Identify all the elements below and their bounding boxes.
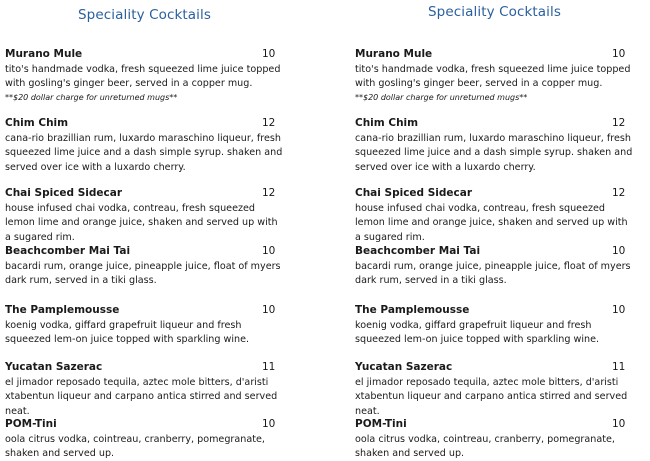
item-price: 10 (612, 304, 626, 316)
menu-column-left (5, 0, 305, 461)
item-description: koenig vodka, giffard grapefruit liqueur and fresh squeezed lem-on juice topped with sparkling wine. (5, 320, 250, 346)
item-description: tito's handmade vodka, fresh squeezed lime juice topped with gosling's ginger beer, served in a copper mug. (355, 64, 631, 90)
menu-item (355, 187, 650, 245)
item-description: koenig vodka, giffard grapefruit liqueur and fresh squeezed lem-on juice topped with sparkling wine. (355, 320, 600, 346)
item-name: Chim Chim (355, 117, 419, 129)
menu-item (5, 361, 305, 419)
item-description: oola citrus vodka, cointreau, cranberry, pomegranate, shaken and served up. (5, 434, 265, 460)
item-name: The Pamplemousse (355, 304, 470, 316)
item-description: cana-rio brazillian rum, luxardo maraschino liqueur, fresh squeezed lime juice and a dash simple syrup. shaken and served over ice with a luxardo cherry. (5, 133, 283, 173)
item-name: Murano Mule (5, 48, 83, 60)
menu-item (355, 304, 650, 348)
item-description: el jimador reposado tequila, aztec mole bitters, d'aristi xtabentun liqueur and carpano antica stirred and served neat. (355, 377, 628, 417)
menu-column-right (355, 0, 650, 461)
item-name: Yucatan Sazerac (355, 361, 453, 373)
item-description: oola citrus vodka, cointreau, cranberry, pomegranate, shaken and served up. (355, 434, 615, 460)
menu-title: Speciality Cocktails (78, 7, 211, 23)
item-name: Murano Mule (355, 48, 433, 60)
item-price: 12 (612, 187, 626, 199)
item-note: **$20 dollar charge for unreturned mugs** (5, 92, 178, 102)
item-name: The Pamplemousse (5, 304, 120, 316)
item-description: el jimador reposado tequila, aztec mole bitters, d'aristi xtabentun liqueur and carpano antica stirred and served neat. (5, 377, 278, 417)
item-price: 12 (262, 187, 276, 199)
item-name: Beachcomber Mai Tai (355, 245, 481, 257)
item-name: Chai Spiced Sidecar (355, 187, 473, 199)
item-price: 10 (262, 48, 276, 60)
item-price: 12 (612, 117, 626, 129)
item-description: house infused chai vodka, contreau, fresh squeezed lemon lime and orange juice, shaken and served up with a sugared rim. (355, 203, 628, 243)
item-price: 11 (262, 361, 276, 373)
item-description: bacardi rum, orange juice, pineapple juice, float of myers dark rum, served in a tiki glass. (355, 261, 631, 287)
item-price: 10 (262, 418, 276, 430)
item-price: 10 (612, 418, 626, 430)
menu-item (5, 117, 305, 175)
item-name: Yucatan Sazerac (5, 361, 103, 373)
item-description: house infused chai vodka, contreau, fresh squeezed lemon lime and orange juice, shaken and served up with a sugared rim. (5, 203, 278, 243)
menu-item (355, 48, 650, 104)
menu-item (5, 418, 305, 461)
item-price: 10 (612, 48, 626, 60)
item-name: POM-Tini (5, 418, 57, 430)
item-price: 10 (612, 245, 626, 257)
menu-item (355, 361, 650, 419)
item-price: 12 (262, 117, 276, 129)
menu-item (5, 245, 305, 289)
item-price: 10 (262, 304, 276, 316)
item-name: POM-Tini (355, 418, 407, 430)
item-name: Chai Spiced Sidecar (5, 187, 123, 199)
item-note: **$20 dollar charge for unreturned mugs** (355, 92, 528, 102)
menu-item (355, 418, 650, 461)
item-name: Beachcomber Mai Tai (5, 245, 131, 257)
menu-item (5, 187, 305, 245)
menu-item (355, 117, 650, 175)
item-price: 11 (612, 361, 626, 373)
item-description: tito's handmade vodka, fresh squeezed lime juice topped with gosling's ginger beer, served in a copper mug. (5, 64, 281, 90)
menu-item (5, 304, 305, 348)
menu-title: Speciality Cocktails (428, 4, 561, 20)
item-price: 10 (262, 245, 276, 257)
menu-item (5, 48, 305, 104)
item-description: cana-rio brazillian rum, luxardo maraschino liqueur, fresh squeezed lime juice and a dash simple syrup. shaken and served over ice with a luxardo cherry. (355, 133, 633, 173)
item-description: bacardi rum, orange juice, pineapple juice, float of myers dark rum, served in a tiki glass. (5, 261, 281, 287)
item-name: Chim Chim (5, 117, 69, 129)
menu-item (355, 245, 650, 289)
